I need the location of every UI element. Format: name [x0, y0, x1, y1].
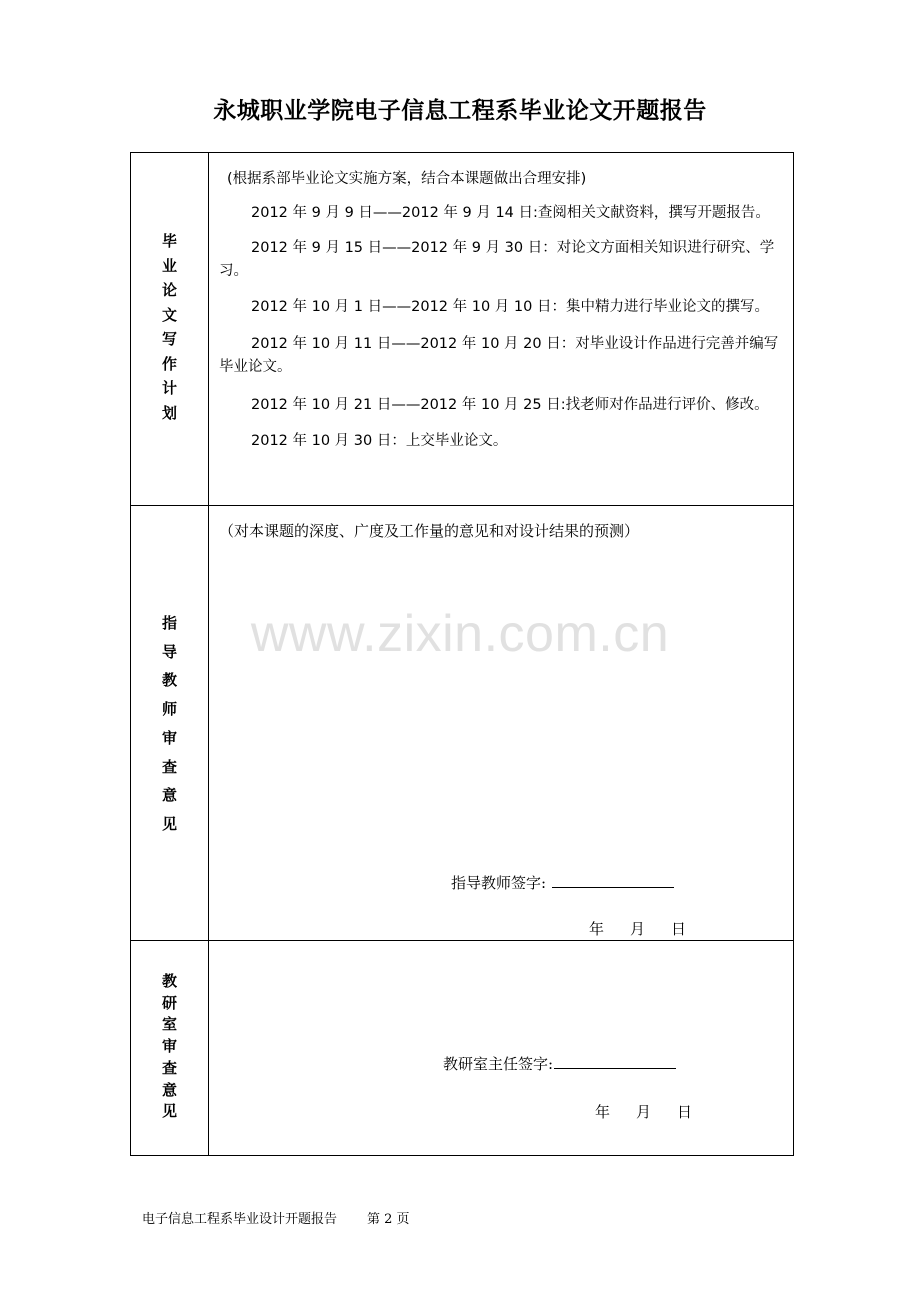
- plan-item: 2012 年 10 月 21 日——2012 年 10 月 25 日:找老师对作品进行评价、修改。: [251, 397, 769, 413]
- office-label-cell: [131, 941, 209, 1156]
- advisor-label-char: 教: [161, 671, 177, 690]
- advisor-label-char: 见: [161, 814, 177, 833]
- plan-label-char: 毕: [161, 232, 177, 250]
- office-label-char: 研: [161, 993, 177, 1012]
- advisor-signature-line[interactable]: [552, 873, 674, 888]
- footer-doc-name: 电子信息工程系毕业设计开题报告: [142, 1212, 338, 1227]
- plan-label-char: 文: [161, 305, 177, 324]
- office-date-year: 年: [595, 1103, 611, 1121]
- plan-label-char: 计: [161, 379, 177, 397]
- advisor-signature: [451, 872, 674, 893]
- advisor-review-row: [131, 505, 793, 941]
- advisor-date-month: 月: [630, 920, 646, 938]
- plan-content-cell[interactable]: [209, 153, 793, 505]
- plan-label-char: 作: [161, 354, 177, 373]
- advisor-label-char: 师: [161, 700, 177, 719]
- plan-label-char: 业: [161, 256, 177, 275]
- advisor-label-char: 意: [161, 786, 177, 805]
- plan-item: 2012 年 10 月 30 日：上交毕业论文。: [251, 433, 508, 449]
- office-label: [131, 971, 208, 1123]
- advisor-label-char: 导: [161, 642, 177, 661]
- office-date-month: 月: [636, 1103, 652, 1121]
- plan-label: [131, 229, 208, 425]
- plan-item: 2012 年 10 月 11 日——2012 年 10 月 20 日：对毕业设计作品进行完善并编写毕业论文。: [219, 336, 779, 375]
- advisor-content-cell[interactable]: [209, 506, 793, 941]
- plan-label-char: 论: [161, 281, 177, 299]
- advisor-label-char: 审: [161, 728, 177, 747]
- office-review-row: [131, 940, 793, 1156]
- plan-item: 2012 年 9 月 15 日——2012 年 9 月 30 日：对论文方面相关知识进行研究、学习。: [219, 240, 775, 279]
- office-label-char: 意: [161, 1080, 177, 1099]
- advisor-label-char: 指: [161, 614, 177, 632]
- advisor-hint: （对本课题的深度、广度及工作量的意见和对设计结果的预测）: [219, 522, 640, 540]
- plan-label-char: 写: [161, 330, 177, 348]
- advisor-date-year: 年: [589, 920, 605, 938]
- watermark: www.zixin.com.cn: [250, 605, 670, 663]
- office-label-char: 审: [161, 1037, 177, 1056]
- advisor-date-day: 日: [671, 920, 687, 938]
- page-title: 永城职业学院电子信息工程系毕业论文开题报告: [213, 98, 707, 124]
- plan-row: [131, 153, 793, 505]
- office-date-day: 日: [677, 1103, 693, 1121]
- plan-item: 2012 年 10 月 1 日——2012 年 10 月 10 日：集中精力进行毕业论文的撰写。: [251, 299, 769, 315]
- plan-item: 2012 年 9 月 9 日——2012 年 9 月 14 日:查阅相关文献资料，撰写开题报告。: [251, 205, 770, 221]
- advisor-signature-label: 指导教师签字:: [451, 874, 547, 892]
- office-signature: [443, 1053, 676, 1074]
- office-content-cell[interactable]: [209, 941, 793, 1156]
- advisor-label-cell: [131, 506, 209, 941]
- advisor-date: [589, 918, 686, 939]
- office-label-char: 查: [161, 1058, 177, 1077]
- page-footer: [142, 1208, 410, 1227]
- office-label-char: 室: [161, 1015, 177, 1034]
- plan-label-cell: [131, 153, 209, 505]
- office-date: [595, 1101, 692, 1122]
- office-label-char: 教: [161, 972, 177, 990]
- plan-label-char: 划: [161, 403, 177, 422]
- plan-hint: (根据系部毕业论文实施方案，结合本课题做出合理安排): [227, 171, 587, 187]
- office-signature-label: 教研室主任签字:: [443, 1055, 554, 1073]
- advisor-label-char: 查: [161, 757, 177, 776]
- office-signature-line[interactable]: [554, 1054, 676, 1069]
- footer-page-number: 第 2 页: [367, 1212, 410, 1227]
- office-label-char: 见: [161, 1102, 177, 1121]
